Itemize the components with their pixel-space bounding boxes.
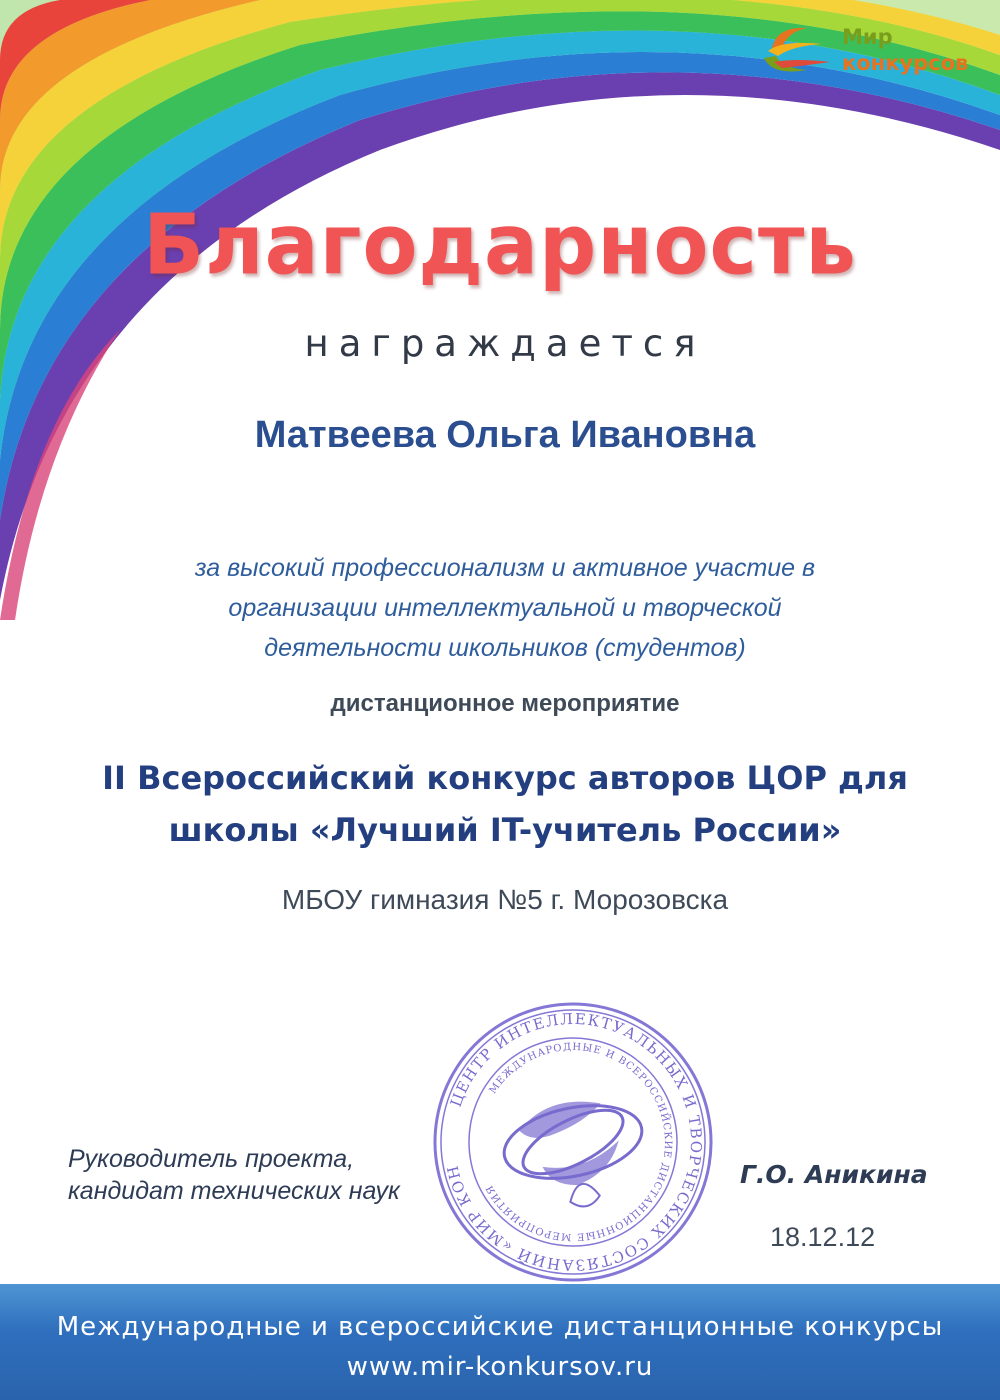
event-type: дистанционное мероприятие (330, 690, 680, 717)
footer-website-link[interactable]: www.mir-konkursov.ru (346, 1352, 654, 1382)
signer-name: Г.О. Аникина (740, 1160, 928, 1189)
footer-tagline: Международные и всероссийские дистанционные конкурсы (56, 1312, 944, 1342)
position-line: Руководитель проекта, (68, 1145, 355, 1173)
awarded-label: награждается (304, 322, 706, 365)
stamp-ring-text: ЦЕНТР ИНТЕЛЛЕКТУАЛЬНЫХ И ТВОРЧЕСКИХ СОСТЯЗАНИЙ «МИР КОНКУРСОВ» (443, 1009, 706, 1275)
footer-band (0, 1284, 1000, 1400)
logo-text (842, 24, 968, 76)
reason-text (100, 548, 910, 668)
official-stamp (428, 1000, 718, 1285)
reason-line: организации интеллектуальной и творческой (228, 594, 782, 622)
recipient-name: Матвеева Ольга Ивановна (254, 414, 756, 456)
school-name: МБОУ гимназия №5 г. Морозовска (281, 884, 729, 915)
contest-line: II Всероссийский конкурс авторов ЦОР для (102, 759, 908, 797)
signatory-position (68, 1143, 400, 1207)
issue-date: 18.12.12 (770, 1222, 876, 1252)
position-line: кандидат технических наук (68, 1177, 400, 1205)
logo-line2: конкурсов (842, 51, 969, 75)
rainbow-decoration (0, 0, 1000, 620)
contest-line: школы «Лучший IT-учитель России» (168, 811, 842, 849)
logo-line1: Мир (842, 25, 893, 49)
reason-line: деятельности школьников (студентов) (264, 634, 746, 662)
certificate-title: Благодарность (143, 195, 857, 294)
reason-line: за высокий профессионализм и активное участие в (194, 554, 816, 582)
stamp-inner-text: МЕЖДУНАРОДНЫЕ И ВСЕРОССИЙСКИЕ ДИСТАНЦИОННЫЕ МЕРОПРИЯТИЯ (484, 1041, 674, 1243)
contest-name (40, 752, 970, 856)
